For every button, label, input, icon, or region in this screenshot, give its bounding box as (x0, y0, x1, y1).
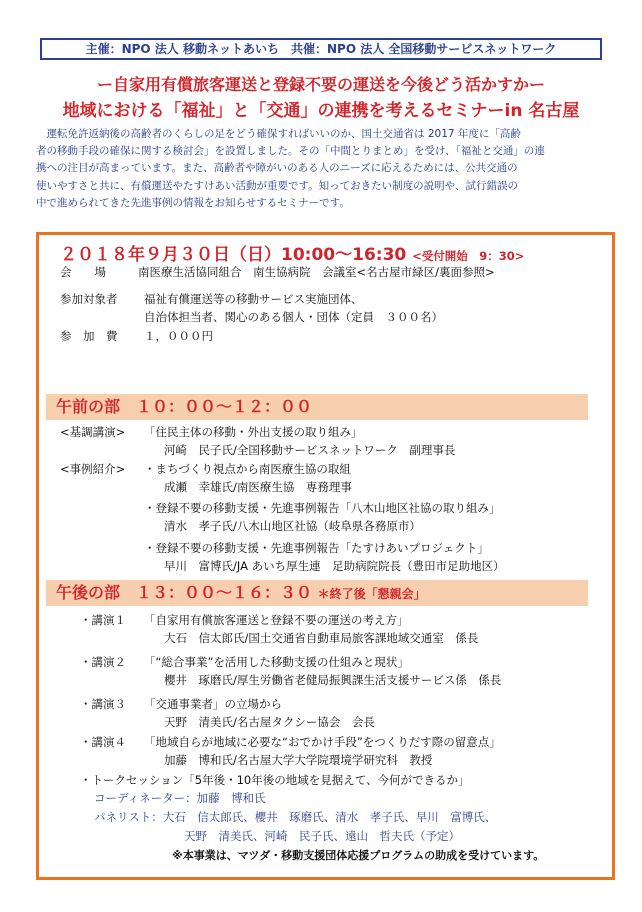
fee-value: １，０００円 (144, 329, 213, 343)
talk-label: ・講演３ (80, 697, 126, 711)
keynote-speaker: 河崎 民子氏/全国移動サービスネットワーク 副理事長 (164, 443, 456, 457)
fee-row (60, 328, 213, 344)
talk-4 (80, 734, 501, 750)
seminar-subtitle: ー自家用有償旅客運送と登録不要の運送を今後どう活かすかー (96, 75, 545, 94)
coordinator: コーディネーター：加藤 博和氏 (94, 791, 266, 805)
talk-title: 「交通事業者」の立場から (144, 697, 282, 711)
case1-title: ・まちづくり視点から南医療生協の取組 (144, 462, 351, 476)
keynote-title: 「住民主体の移動・外出支援の取り組み」 (144, 425, 363, 439)
afterparty-note: ＊終了後「懇親会」 (317, 587, 426, 601)
organizer-banner: 主催：NPO 法人 移動ネットあいち 共催：NPO 法人 全国移動サービスネットワーク (40, 38, 602, 60)
keynote-label: <基調講演> (60, 425, 126, 439)
case1-speaker: 成瀬 幸雄氏/南医療生協 専務理事 (164, 480, 352, 494)
talk-2 (80, 654, 409, 670)
morning-heading: 午前の部 １０：００～１２：００ (46, 394, 588, 420)
intro-line: 中で進められてきた先進事例の情報をお知らせするセミナーです。 (36, 196, 350, 209)
afternoon-heading (46, 580, 588, 606)
target-label: 参加対象者 (60, 292, 118, 306)
funding-note: ※本事業は、マツダ・移動支援団体応援プログラムの助成を受けています。 (172, 849, 545, 862)
cases-label: <事例紹介> (60, 462, 126, 476)
case2-title: ・登録不要の移動支援・先進事例報告「八木山地区社協の取り組み」 (144, 501, 501, 515)
talk-title: 「地域自らが地域に必要な“おでかけ手段”をつくりだす際の留意点」 (144, 735, 501, 749)
talk-title: 「自家用有償旅客運送と登録不要の運送の考え方」 (144, 613, 409, 627)
talk-title: 「“総合事業”を活用した移動支援の仕組みと現状」 (144, 655, 409, 669)
intro-paragraph (36, 126, 608, 212)
talk-speaker: 櫻井 琢磨氏/厚生労働省老健局振興課生活支援サービス係 係長 (164, 673, 502, 687)
keynote-row (60, 424, 363, 440)
event-date (60, 240, 524, 265)
target-row-2 (144, 309, 443, 325)
talk-speaker: 天野 清美氏/名古屋タクシー協会 会長 (164, 715, 375, 729)
fee-label: 参 加 費 (60, 329, 118, 343)
venue-label: 会 場 (60, 265, 106, 279)
panelists-line-1: パネリスト：大石 信太郎氏、櫻井 琢磨氏、清水 孝子氏、早川 富博氏、 (94, 810, 497, 824)
talk-3 (80, 696, 282, 712)
talk-label: ・講演４ (80, 735, 126, 749)
case3-title: ・登録不要の移動支援・先進事例報告「たすけあいプロジェクト」 (144, 541, 489, 555)
venue-row (60, 264, 495, 280)
intro-line: 者の移動手段の確保に関する検討会」を設置しました。その「中間とりまとめ」を受け、「福祉と交通」の連 (36, 145, 545, 158)
intro-line: 運転免許返納後の高齢者のくらしの足をどう確保すればいいのか、国土交通省は 2017 年度に「高齢 (46, 128, 521, 140)
case3-speaker: 早川 富博氏/JA あいち厚生連 足助病院院長（豊田市足助地区） (164, 559, 505, 573)
cases-row (60, 461, 351, 477)
talk-label: ・講演２ (80, 655, 126, 669)
talk-speaker: 大石 信太郎氏/国土交通省自動車局旅客課地域交通室 係長 (164, 631, 479, 645)
panelists-line-2: 天野 清美氏、河崎 民子氏、遠山 哲夫氏（予定） (184, 829, 460, 843)
seminar-title: 地域における「福祉」と「交通」の連携を考えるセミナーin 名古屋 (62, 101, 580, 121)
intro-line: 携への注目が高まっています。また、高齢者や障がいのある人のニーズに応えるためには、公共交通の (36, 162, 518, 175)
target-value-2: 自治体担当者、関心のある個人・団体（定員 ３００名） (144, 310, 443, 324)
case2-speaker: 清水 孝子氏/八木山地区社協（岐阜県各務原市） (164, 519, 421, 533)
target-row (60, 291, 363, 307)
venue-value: 南医療生活協同組合 南生協病院 会議室<名古屋市緑区/裏面参照> (138, 265, 495, 279)
intro-line: 使いやすさと共に、有償運送やたすけあい活動が重要です。知っておきたい制度の説明や、試行錯誤の (36, 179, 518, 192)
talk-speaker: 加藤 博和氏/名古屋大学大学院環境学研究科 教授 (164, 753, 433, 767)
reception-time: <受付開始 9：30> (412, 249, 525, 263)
event-date-text: ２０１８年９月３０日（日）10:00～16:30 (60, 245, 407, 265)
target-value-1: 福祉有償運送等の移動サービス実施団体、 (144, 292, 363, 306)
afternoon-heading-text: 午後の部 １３：００～１６：３０ (56, 583, 313, 602)
talk-label: ・講演１ (80, 613, 126, 627)
talk-1 (80, 612, 409, 628)
talk-session: ・トークセッション「5年後・10年後の地域を見据えて、今何ができるか」 (80, 773, 470, 787)
